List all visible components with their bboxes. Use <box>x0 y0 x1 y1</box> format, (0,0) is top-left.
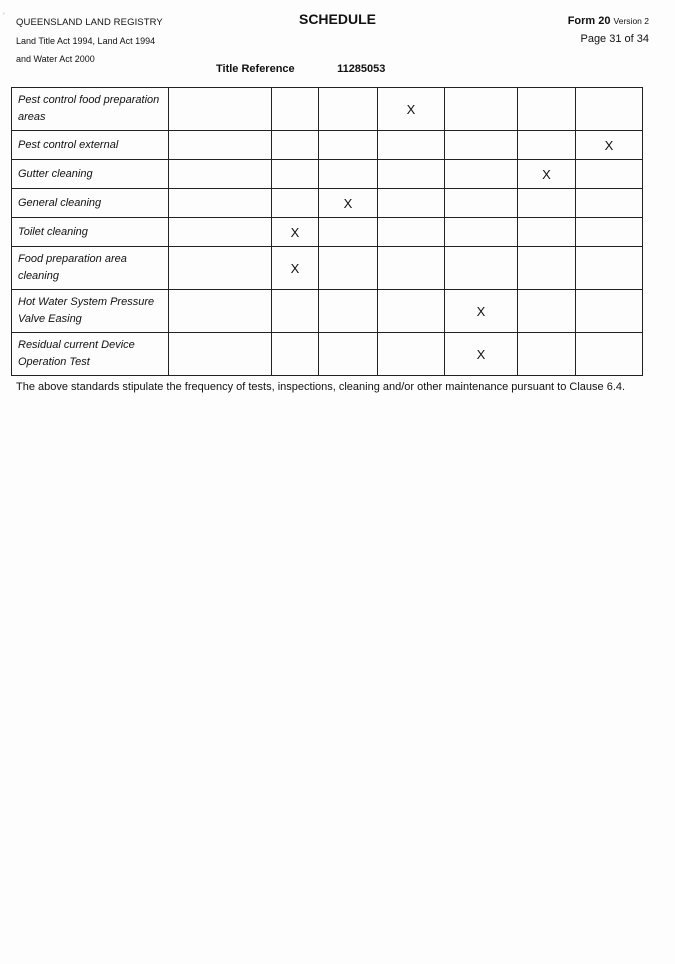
frequency-cell <box>576 189 643 218</box>
frequency-cell <box>378 290 445 333</box>
table-row <box>12 247 643 290</box>
form-version: Version 2 <box>613 16 649 26</box>
table-row <box>12 218 643 247</box>
page-title: SCHEDULE <box>298 11 376 27</box>
table-row <box>12 131 643 160</box>
frequency-cell <box>518 131 576 160</box>
frequency-cell: X <box>319 189 378 218</box>
frequency-cell: X <box>378 88 445 131</box>
frequency-cell <box>169 189 272 218</box>
frequency-cell <box>272 160 319 189</box>
table-row <box>12 333 643 376</box>
frequency-cell <box>169 247 272 290</box>
frequency-cell <box>272 333 319 376</box>
frequency-cell <box>272 189 319 218</box>
frequency-cell <box>576 218 643 247</box>
frequency-cell <box>319 218 378 247</box>
frequency-cell <box>518 88 576 131</box>
task-name: Gutter cleaning <box>12 160 169 189</box>
frequency-cell <box>319 160 378 189</box>
task-name: Toilet cleaning <box>12 218 169 247</box>
frequency-cell <box>169 333 272 376</box>
frequency-cell <box>378 189 445 218</box>
table-row <box>12 189 643 218</box>
schedule-table <box>11 87 643 376</box>
task-name: Pest control food preparation areas <box>12 88 169 131</box>
frequency-cell <box>169 218 272 247</box>
frequency-cell <box>319 247 378 290</box>
frequency-cell <box>169 160 272 189</box>
scan-mark: ʼ <box>3 12 5 21</box>
frequency-cell <box>576 333 643 376</box>
frequency-cell <box>378 333 445 376</box>
frequency-cell <box>518 290 576 333</box>
task-name: Pest control external <box>12 131 169 160</box>
title-reference <box>216 63 385 75</box>
frequency-cell <box>169 131 272 160</box>
frequency-cell <box>272 88 319 131</box>
frequency-cell <box>445 247 518 290</box>
frequency-cell <box>445 189 518 218</box>
frequency-cell <box>518 189 576 218</box>
frequency-cell <box>445 218 518 247</box>
frequency-cell: X <box>445 290 518 333</box>
frequency-cell <box>445 160 518 189</box>
frequency-cell <box>378 247 445 290</box>
frequency-cell: X <box>272 247 319 290</box>
frequency-cell: X <box>272 218 319 247</box>
act-line-2: and Water Act 2000 <box>16 54 95 64</box>
frequency-cell <box>518 247 576 290</box>
frequency-cell <box>319 131 378 160</box>
frequency-cell: X <box>518 160 576 189</box>
frequency-cell <box>445 88 518 131</box>
frequency-cell <box>272 131 319 160</box>
frequency-cell <box>576 247 643 290</box>
frequency-cell <box>319 290 378 333</box>
frequency-cell <box>445 131 518 160</box>
header-right <box>568 12 649 48</box>
frequency-cell <box>518 218 576 247</box>
frequency-cell <box>576 88 643 131</box>
task-name: General cleaning <box>12 189 169 218</box>
title-reference-value: 11285053 <box>337 63 386 75</box>
footnote-text: The above standards stipulate the frequency of tests, inspections, cleaning and/or other maintenance pursuant to Clause 6.4. <box>16 381 626 393</box>
frequency-cell <box>169 88 272 131</box>
table-row <box>12 88 643 131</box>
frequency-cell <box>319 88 378 131</box>
task-name: Residual current Device Operation Test <box>12 333 169 376</box>
form-number: Form 20 <box>567 15 611 27</box>
frequency-cell <box>576 290 643 333</box>
frequency-cell <box>378 160 445 189</box>
title-reference-label: Title Reference <box>216 63 295 75</box>
task-name: Hot Water System Pressure Valve Easing <box>12 290 169 333</box>
page-number: Page 31 of 34 <box>580 33 649 45</box>
act-line-1: Land Title Act 1994, Land Act 1994 <box>16 36 156 46</box>
table-row <box>12 160 643 189</box>
frequency-cell <box>378 131 445 160</box>
frequency-cell <box>319 333 378 376</box>
registry-name: QUEENSLAND LAND REGISTRY <box>16 17 163 28</box>
table-row <box>12 290 643 333</box>
frequency-cell: X <box>445 333 518 376</box>
task-name: Food preparation area cleaning <box>12 247 169 290</box>
frequency-cell <box>378 218 445 247</box>
frequency-cell <box>272 290 319 333</box>
frequency-cell <box>169 290 272 333</box>
frequency-cell <box>518 333 576 376</box>
frequency-cell <box>576 160 643 189</box>
frequency-cell: X <box>576 131 643 160</box>
